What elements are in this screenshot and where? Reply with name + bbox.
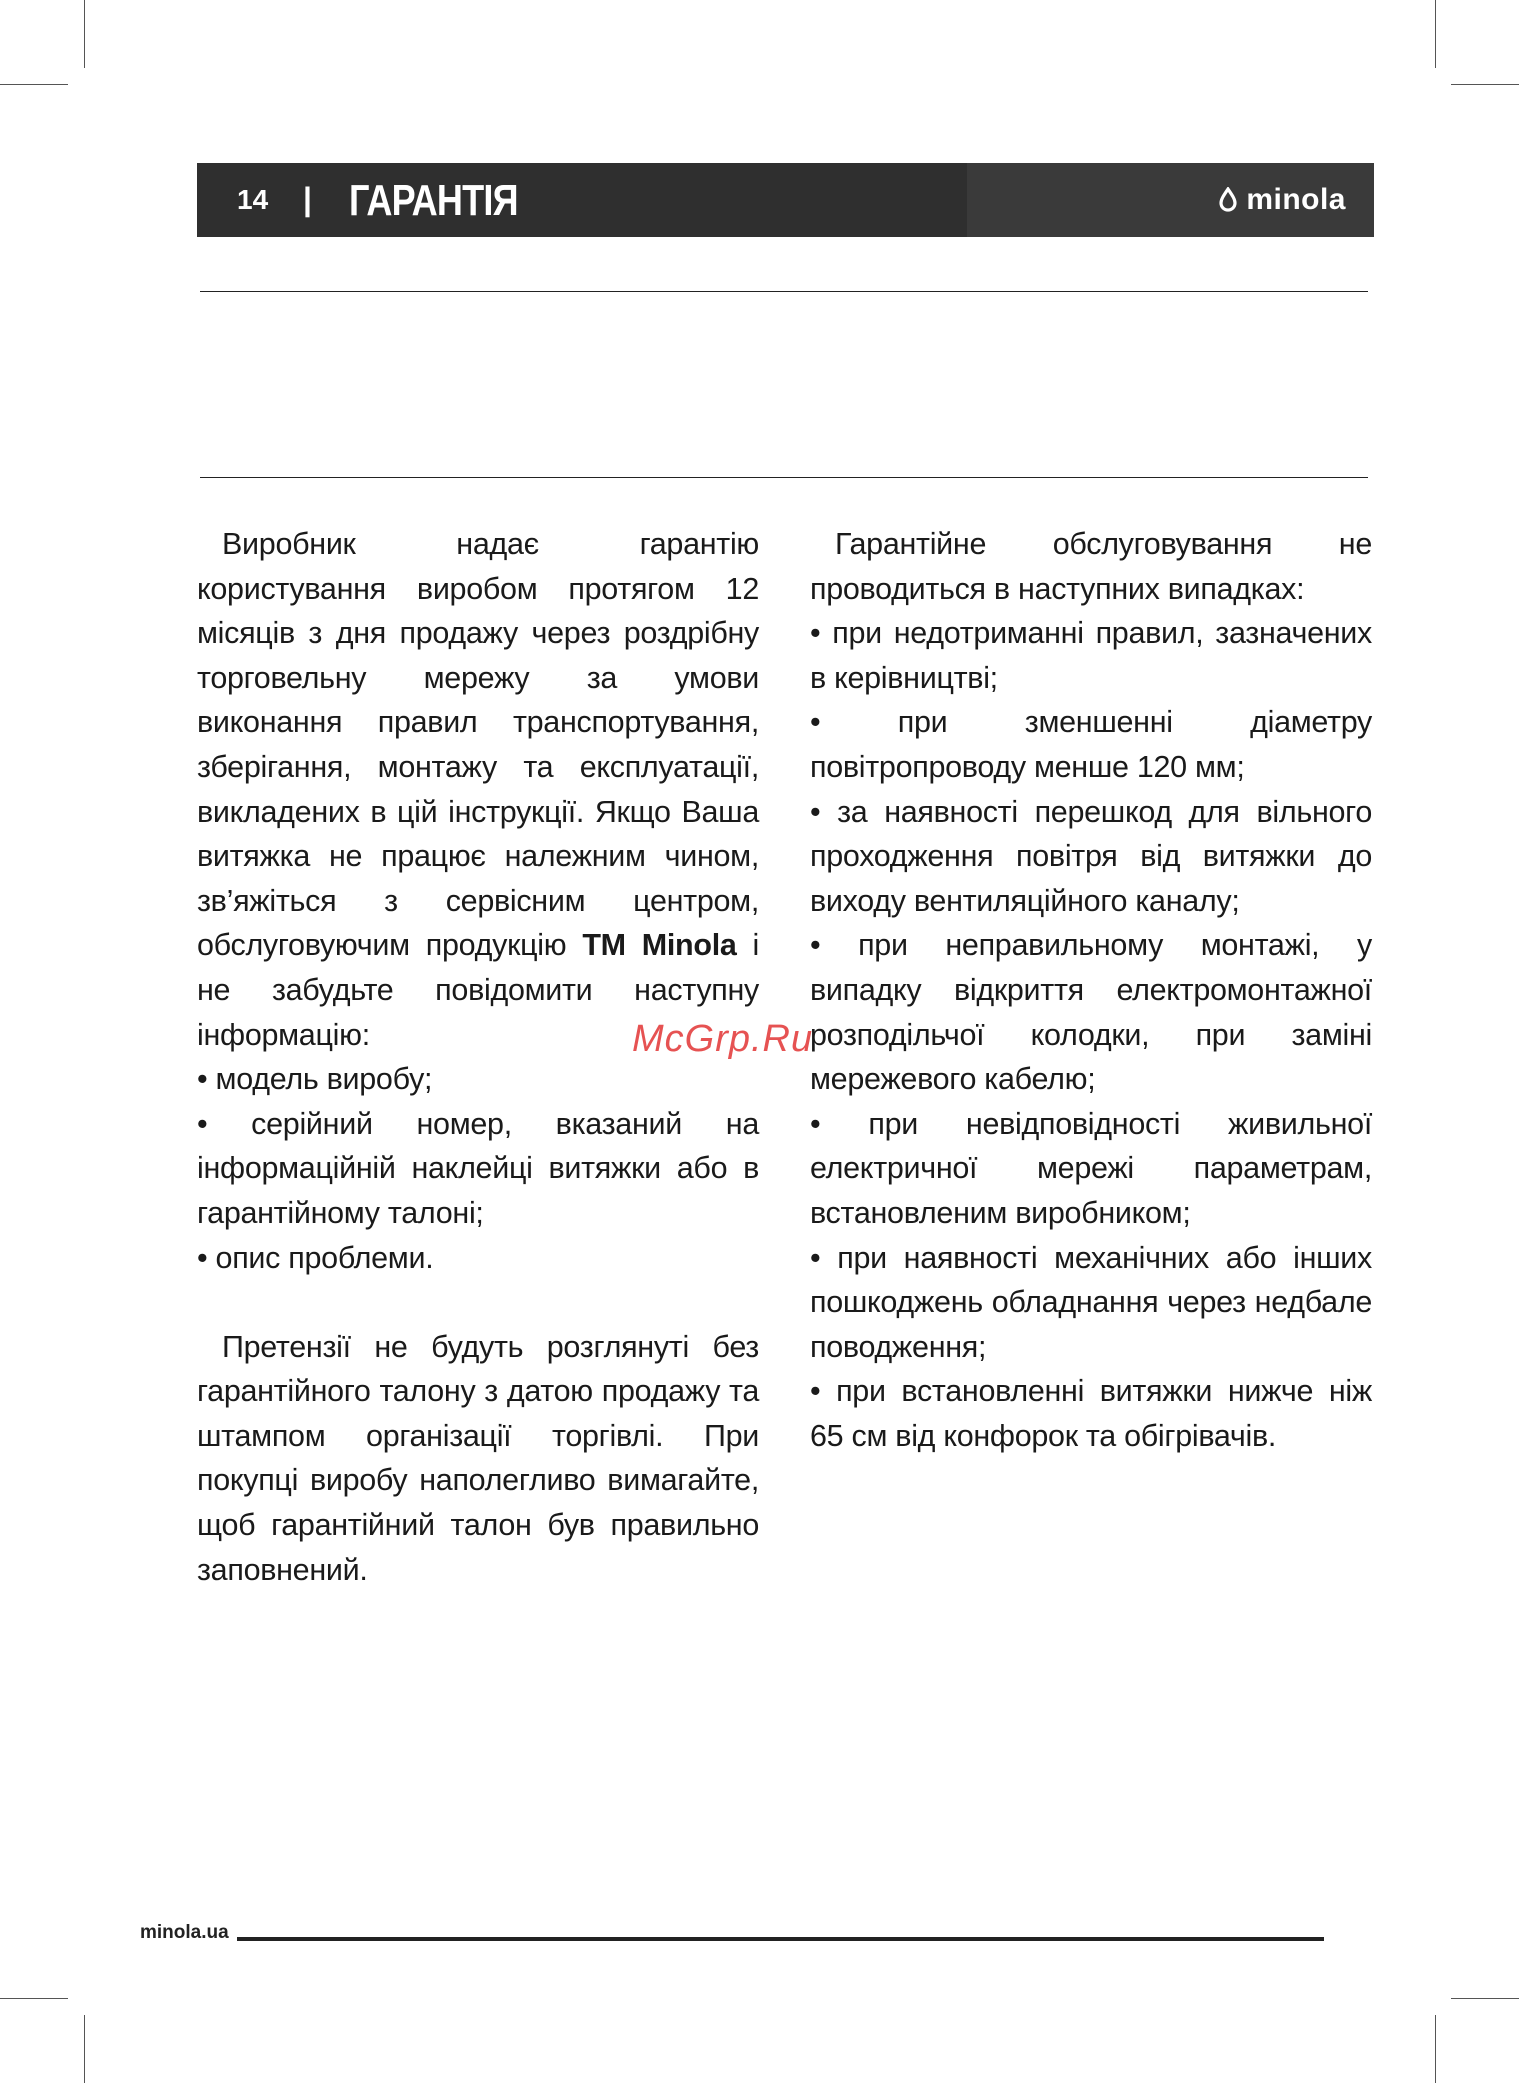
page-header [197, 163, 1374, 237]
list-item: • при невідповідності живильної електричної мережі параметрам, встановленим виробником; [810, 1106, 1372, 1230]
brand-name: ТМ Minola [582, 928, 737, 963]
list-item: • при наявності механічних або інших пошкоджень обладнання через недбале поводження; [810, 1240, 1372, 1364]
list-item: • при зменшенні діаметру повітропроводу менше 120 мм; [810, 705, 1372, 784]
crop-mark [1435, 2015, 1436, 2083]
footer-rule [237, 1937, 1324, 1941]
watermark: McGrp.Ru [632, 1018, 814, 1060]
claims-paragraph: Претензії не будуть розглянуті без гарантійного талону з датою продажу та штампом організації торгівлі. При покупці виробу наполегливо вимагайте, щоб гарантійний талон був правильно заповнений. [197, 1329, 759, 1587]
list-item: • модель виробу; [197, 1062, 433, 1097]
crop-mark [1451, 1998, 1519, 1999]
warranty-text: Виробник надає гарантію користування виробом протягом 12 місяців з дня продажу через роздрібну торговельну мережу за умови виконання правил транспортування, зберігання, монтажу та експлуатації, викладених в цій інструкції. Якщо Ваша витяжка не працює належним чином, зв’яжіться з сервісним центром, обслуговуючим продукцію [197, 527, 759, 963]
footer-site-link[interactable]: minola.ua [140, 1922, 229, 1943]
list-item: • при неправильному монтажі, у випадку відкриття електромонтажної розподільчої колодки, при заміні мережевого кабелю; [810, 928, 1372, 1097]
crop-mark [84, 2015, 85, 2083]
list-item: • серійний номер, вказаний на інформаційній наклейці витяжки або в гарантійному талоні; [197, 1106, 759, 1230]
exclusions-intro: Гарантійне обслуговування не проводиться в наступних випадках: [810, 527, 1372, 606]
page-number: 14 [237, 184, 269, 215]
logo-text: minola [1246, 183, 1346, 216]
brand-logo [1218, 163, 1346, 237]
header-separator: | [303, 181, 312, 217]
crop-mark [0, 84, 68, 85]
right-column [810, 522, 1372, 1458]
divider-bottom [200, 477, 1368, 478]
crop-mark [1451, 84, 1519, 85]
crop-mark [0, 1998, 68, 1999]
list-item: • за наявності перешкод для вільного проходження повітря від витяжки до виходу вентиляційного каналу; [810, 794, 1372, 918]
crop-mark [1435, 0, 1436, 68]
crop-mark [84, 0, 85, 68]
header-background [197, 163, 967, 237]
divider-top [200, 291, 1368, 292]
drop-icon [1218, 187, 1238, 213]
spacer [197, 1280, 759, 1325]
warranty-paragraph [197, 522, 759, 1057]
warranty-text-end: і не забудьте повідомити наступну інформацію: [197, 928, 760, 1052]
list-item: • при встановленні витяжки нижче ніж 65 см від конфорок та обігрівачів. [810, 1374, 1372, 1453]
list-item: • при недотриманні правил, зазначених в керівництві; [810, 616, 1372, 695]
list-item: • опис проблеми. [197, 1240, 434, 1275]
page-title: ГАРАНТІЯ [349, 176, 518, 225]
